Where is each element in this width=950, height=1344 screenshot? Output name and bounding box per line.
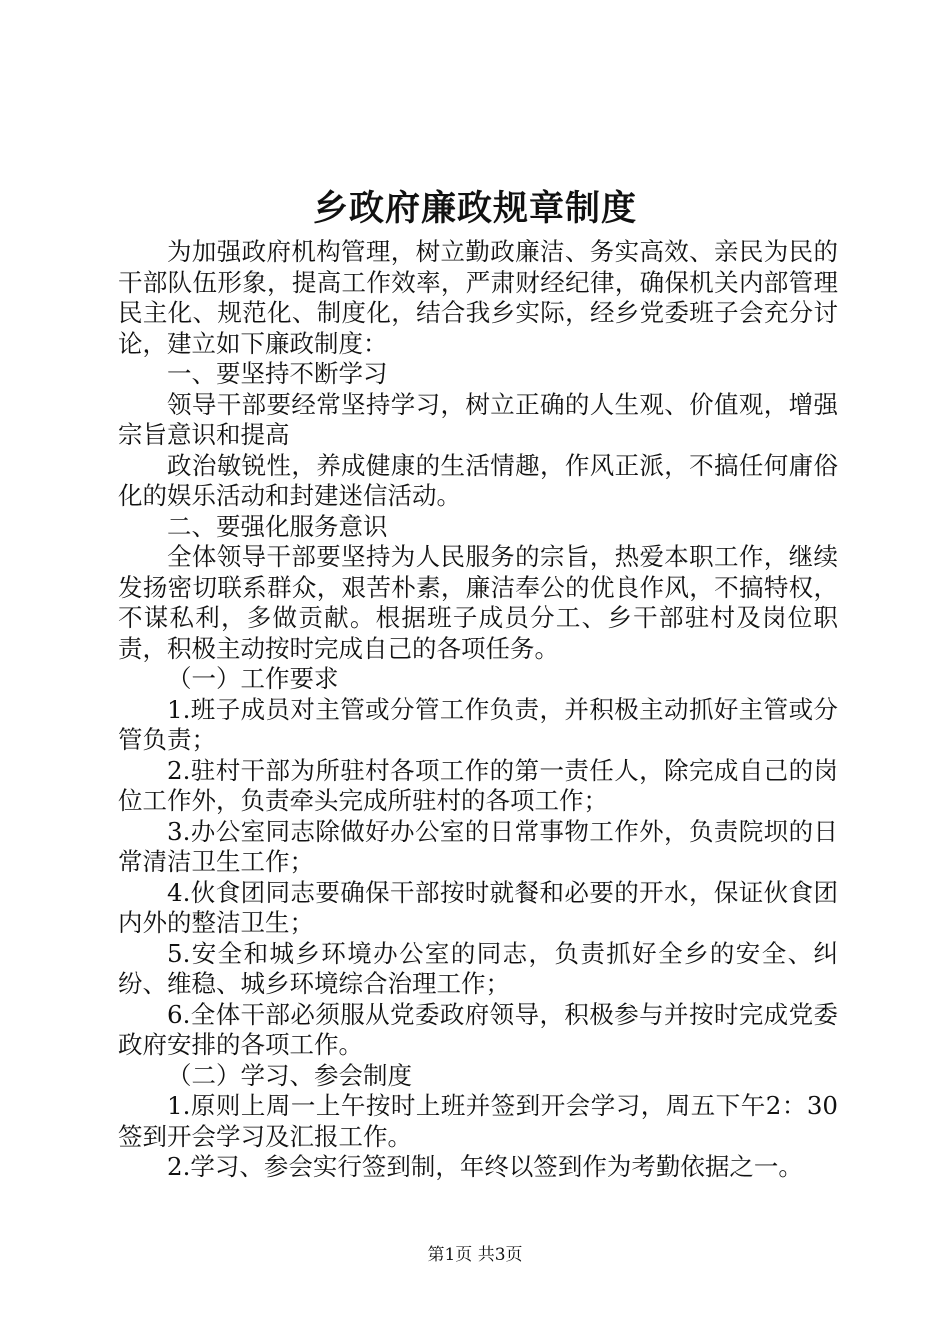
section-heading-1: 一、要坚持不断学习: [167, 359, 388, 388]
document-title: 乡政府廉政规章制度: [312, 188, 637, 229]
paragraph: 全体领导干部要坚持为人民服务的宗旨，热爱本职工作，继续发扬密切联系群众，艰苦朴素，廉洁奉公的优良作风，不搞特权，不谋私利，多做贡献。根据班子成员分工、乡干部驻村及岗位职责，积极主动按时完成自己的各项任务。: [118, 542, 838, 663]
list-item: 5.安全和城乡环境办公室的同志，负责抓好全乡的安全、纠纷、维稳、城乡环境综合治理工作；: [118, 938, 838, 998]
list-item: 6.全体干部必须服从党委政府领导，积极参与并按时完成党委政府安排的各项工作。: [118, 999, 838, 1059]
page-number: 第1页 共3页: [427, 1245, 523, 1265]
list-item: 1.原则上周一上午按时上班并签到开会学习，周五下午2：30签到开会学习及汇报工作。: [118, 1091, 838, 1151]
subsection-heading-2: （二）学习、参会制度: [167, 1060, 412, 1090]
document-body: [118, 237, 838, 1183]
list-item: 1.班子成员对主管或分管工作负责，并积极主动抓好主管或分管负责；: [118, 694, 838, 754]
list-item: 2.学习、参会实行签到制，年终以签到作为考勤依据之一。: [167, 1152, 803, 1181]
section-heading-2: 二、要强化服务意识: [167, 511, 388, 541]
paragraph: 领导干部要经常坚持学习，树立正确的人生观、价值观，增强宗旨意识和提高: [118, 389, 838, 449]
paragraph: 政治敏锐性，养成健康的生活情趣，作风正派，不搞任何庸俗化的娱乐活动和封建迷信活动。: [118, 450, 838, 510]
list-item: 3.办公室同志除做好办公室的日常事物工作外，负责院坝的日常清洁卫生工作；: [118, 816, 838, 876]
intro-paragraph: 为加强政府机构管理，树立勤政廉洁、务实高效、亲民为民的干部队伍形象，提高工作效率，严肃财经纪律，确保机关内部管理民主化、规范化、制度化，结合我乡实际，经乡党委班子会充分讨论，建立如下廉政制度：: [118, 237, 838, 358]
subsection-heading-1: （一）工作要求: [167, 664, 339, 693]
list-item: 2.驻村干部为所驻村各项工作的第一责任人，除完成自己的岗位工作外，负责牵头完成所驻村的各项工作；: [118, 755, 838, 815]
list-item: 4.伙食团同志要确保干部按时就餐和必要的开水，保证伙食团内外的整洁卫生；: [118, 877, 838, 937]
